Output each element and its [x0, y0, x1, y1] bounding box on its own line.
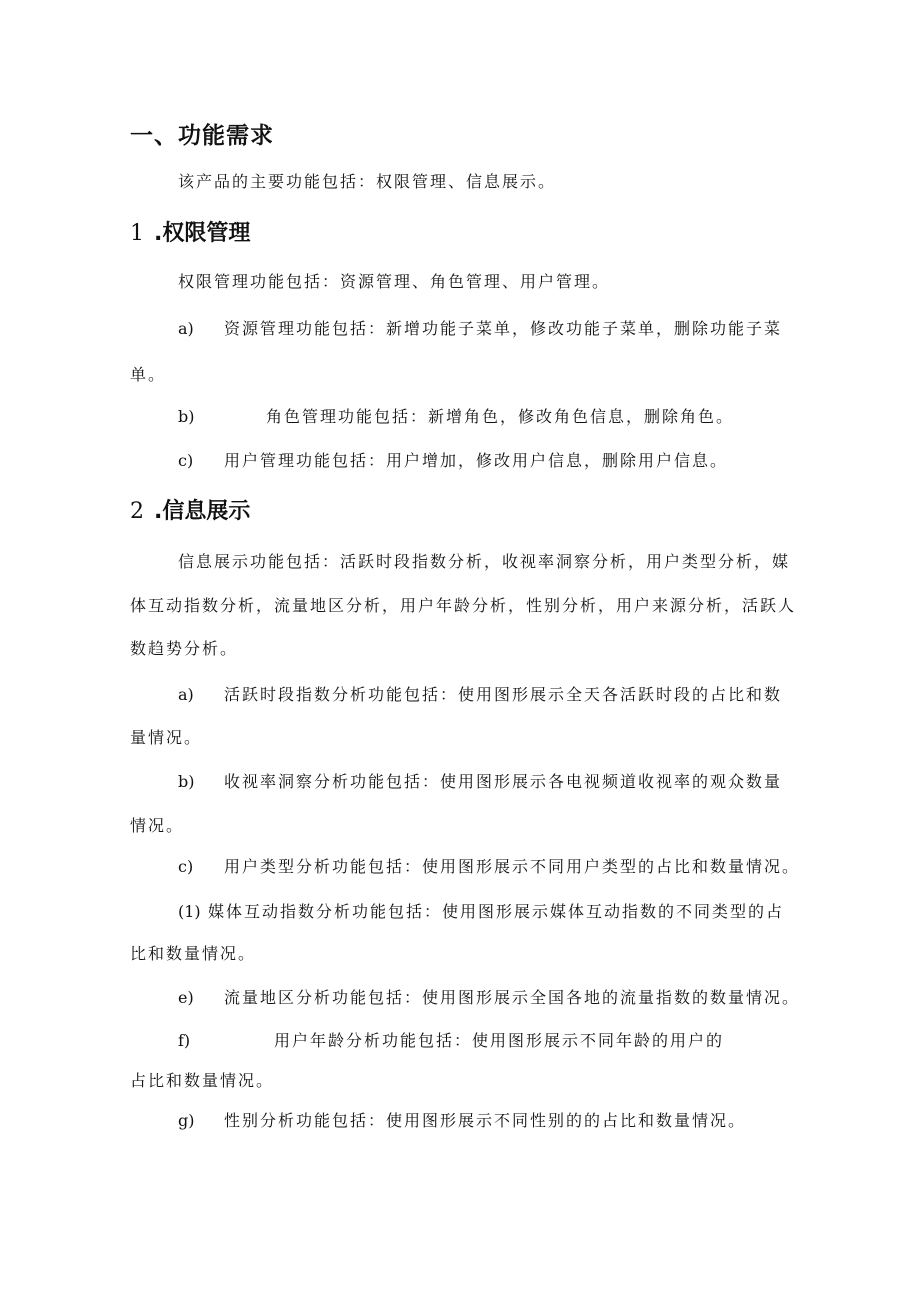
list-item-continuation: 比和数量情况。 [130, 944, 257, 963]
list-item-text: 收视率洞察分析功能包括：使用图形展示各电视频道收视率的观众数量 [224, 772, 783, 791]
list-item [178, 450, 728, 472]
main-heading: 一、功能需求 [130, 123, 274, 149]
info-intro-line: 数趋势分析。 [130, 639, 239, 658]
list-marker: c) [178, 451, 194, 470]
list-item-continuation: 占比和数量情况。 [130, 1071, 275, 1090]
section-heading-permissions [130, 219, 250, 249]
list-item-text: 角色管理功能包括：新增角色，修改角色信息，删除角色。 [266, 407, 735, 426]
list-item-text: 用户年龄分析功能包括：使用图形展示不同年龄的用户的 [274, 1031, 725, 1050]
list-item-continuation: 单。 [130, 365, 167, 384]
list-marker: (1) [178, 902, 201, 921]
list-marker: b) [178, 407, 195, 426]
section-title: .权限管理 [154, 221, 251, 246]
section-heading-info-display [130, 497, 250, 527]
list-item [178, 1110, 746, 1132]
section-number: 1 [130, 221, 144, 246]
list-marker: c) [178, 857, 194, 876]
list-marker: a) [178, 685, 194, 704]
info-intro-line: 信息展示功能包括：活跃时段指数分析，收视率洞察分析，用户类型分析，媒 [178, 552, 791, 571]
list-item [178, 901, 784, 923]
permissions-intro: 权限管理功能包括：资源管理、角色管理、用户管理。 [178, 272, 611, 291]
list-item [178, 684, 782, 706]
list-marker: e) [178, 988, 194, 1007]
list-marker: g) [178, 1111, 195, 1130]
list-marker: b) [178, 772, 195, 791]
list-item-text: 媒体互动指数分析功能包括：使用图形展示媒体互动指数的不同类型的占 [208, 902, 785, 921]
list-item-continuation: 量情况。 [130, 728, 203, 747]
list-item [178, 1030, 724, 1052]
section-title: .信息展示 [154, 499, 251, 524]
info-intro-line: 体互动指数分析，流量地区分析，用户年龄分析，性别分析，用户来源分析，活跃人 [130, 596, 797, 615]
intro-paragraph: 该产品的主要功能包括：权限管理、信息展示。 [178, 172, 557, 191]
list-item-text: 活跃时段指数分析功能包括：使用图形展示全天各活跃时段的占比和数 [224, 685, 783, 704]
list-item-continuation: 情况。 [130, 816, 185, 835]
list-item-text: 资源管理功能包括：新增功能子菜单，修改功能子菜单，删除功能子菜 [224, 319, 783, 338]
list-item [178, 771, 782, 793]
list-item [178, 406, 734, 428]
list-item-text: 用户管理功能包括：用户增加，修改用户信息，删除用户信息。 [224, 451, 729, 470]
list-item [178, 987, 800, 1009]
list-item-text: 用户类型分析功能包括：使用图形展示不同用户类型的占比和数量情况。 [224, 857, 801, 876]
list-item-text: 流量地区分析功能包括：使用图形展示全国各地的流量指数的数量情况。 [224, 988, 801, 1007]
list-item [178, 318, 782, 340]
list-item [178, 856, 800, 878]
list-marker: a) [178, 319, 194, 338]
list-marker: f) [178, 1031, 191, 1050]
list-item-text: 性别分析功能包括：使用图形展示不同性别的的占比和数量情况。 [224, 1111, 747, 1130]
section-number: 2 [130, 499, 144, 524]
